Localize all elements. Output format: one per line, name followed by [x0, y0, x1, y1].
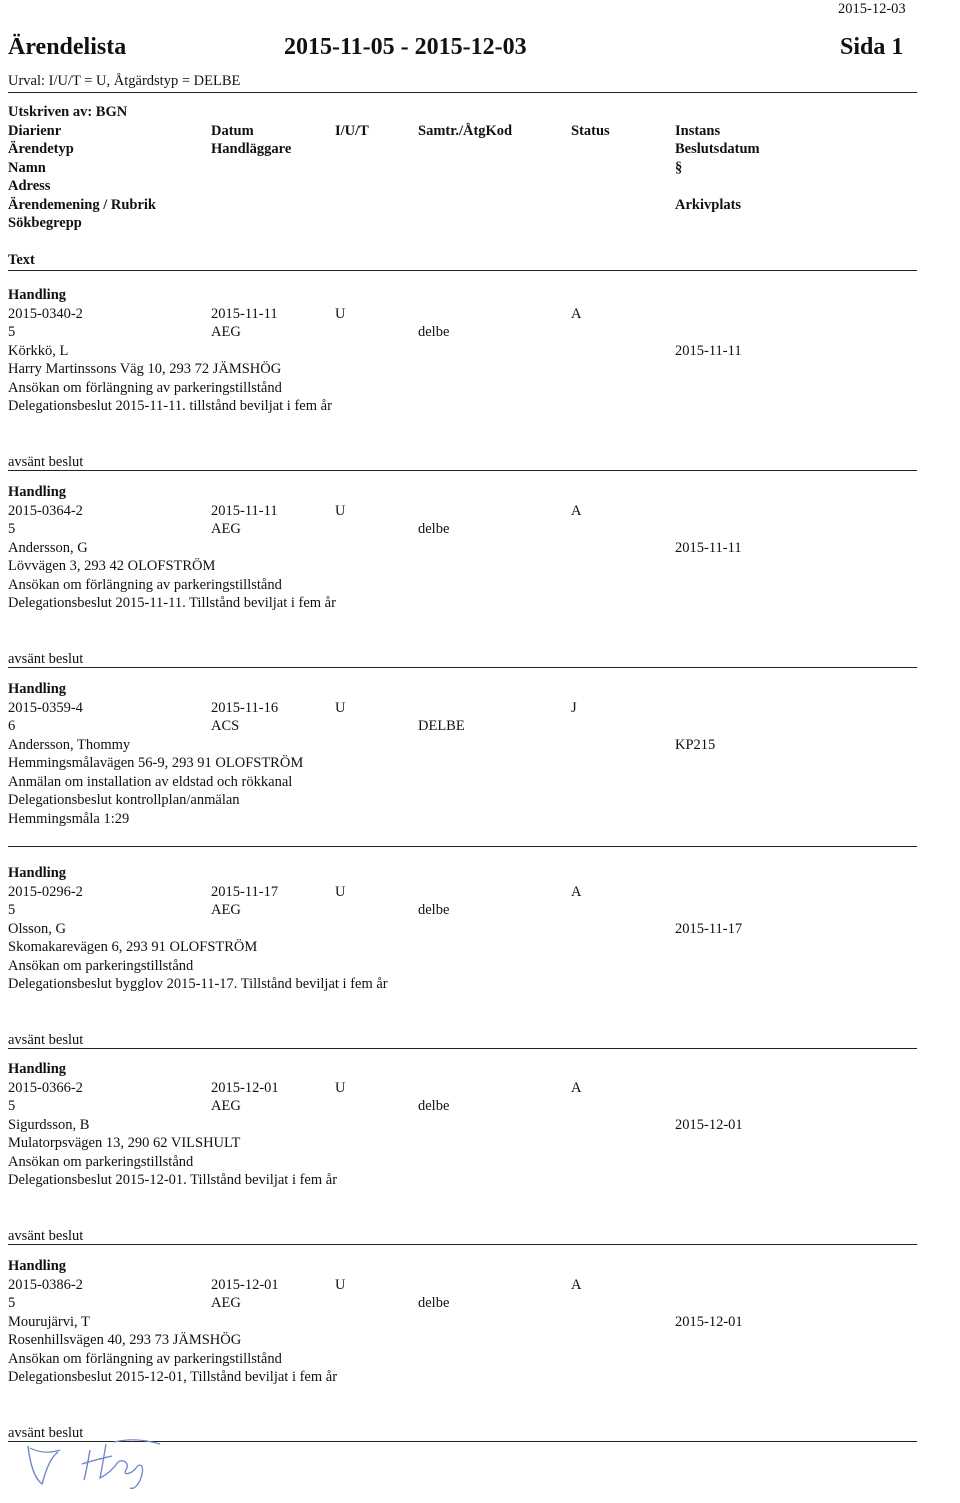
record-datum: 2015-11-11: [211, 503, 278, 519]
record-arendetyp: 5: [8, 1295, 16, 1311]
record-namn: Andersson, Thommy: [8, 737, 131, 753]
record-divider: [8, 470, 917, 471]
record-samtr: delbe: [418, 902, 450, 918]
record-beslutsdatum: KP215: [675, 737, 716, 753]
record-rubrik: Ansökan om förlängning av parkeringstillstånd: [8, 1351, 282, 1367]
record-footer-text: avsänt beslut: [8, 651, 84, 667]
legend-handlaggare: Handläggare: [211, 141, 292, 157]
record-divider: [8, 667, 917, 668]
record-samtr: DELBE: [418, 718, 465, 734]
legend-instans: Instans: [675, 123, 721, 139]
record-status: A: [571, 306, 582, 322]
record-footer-text: avsänt beslut: [8, 1425, 84, 1441]
legend-paragraph: §: [675, 160, 683, 176]
record-rubrik: Ansökan om förlängning av parkeringstillstånd: [8, 577, 282, 593]
record-adress: Skomakarevägen 6, 293 91 OLOFSTRÖM: [8, 939, 258, 955]
record-arendetyp: 5: [8, 521, 16, 537]
record-adress: Hemmingsmålavägen 56-9, 293 91 OLOFSTRÖM: [8, 755, 304, 771]
record-namn: Andersson, G: [8, 540, 88, 556]
record-adress: Harry Martinssons Väg 10, 293 72 JÄMSHÖG: [8, 361, 282, 377]
legend-arendemening: Ärendemening / Rubrik: [8, 197, 156, 213]
record-namn: Olsson, G: [8, 921, 67, 937]
record: [0, 680, 960, 830]
record-iut: U: [335, 700, 346, 716]
record-divider: [8, 1244, 917, 1245]
record: [0, 1257, 960, 1407]
page-title: Ärendelista: [8, 34, 127, 60]
selection-criteria: Urval: I/U/T = U, Åtgärdstyp = DELBE: [8, 73, 241, 89]
record-datum: 2015-12-01: [211, 1080, 279, 1096]
record-handlaggare: AEG: [211, 324, 241, 340]
record-datum: 2015-11-11: [211, 306, 278, 322]
record-adress: Lövvägen 3, 293 42 OLOFSTRÖM: [8, 558, 216, 574]
record-beslut: Delegationsbeslut 2015-11-11. tillstånd beviljat i fem år: [8, 398, 332, 414]
record-iut: U: [335, 884, 346, 900]
record-namn: Mourujärvi, T: [8, 1314, 90, 1330]
record-diarienr: 2015-0296-2: [8, 884, 83, 900]
record-handlaggare: AEG: [211, 521, 241, 537]
record-heading: Handling: [8, 1061, 67, 1077]
record-handlaggare: AEG: [211, 1295, 241, 1311]
record-samtr: delbe: [418, 521, 450, 537]
record-status: A: [571, 1080, 582, 1096]
printed-by: Utskriven av: BGN: [8, 104, 128, 120]
header-divider: [8, 92, 917, 93]
record-footer-text: avsänt beslut: [8, 1228, 84, 1244]
record-beslut: Delegationsbeslut 2015-11-11. Tillstånd beviljat i fem år: [8, 595, 336, 611]
record-beslutsdatum: 2015-11-11: [675, 343, 742, 359]
record-handlaggare: ACS: [211, 718, 240, 734]
record: [0, 483, 960, 633]
date-range: 2015-11-05 - 2015-12-03: [284, 34, 527, 60]
record-heading: Handling: [8, 287, 67, 303]
record-diarienr: 2015-0364-2: [8, 503, 83, 519]
record-divider: [8, 846, 917, 847]
print-date: 2015-12-03: [838, 1, 906, 17]
handwritten-signature: [20, 1418, 180, 1498]
legend-text: Text: [8, 252, 35, 268]
record-diarienr: 2015-0386-2: [8, 1277, 83, 1293]
record-beslutsdatum: 2015-11-11: [675, 540, 742, 556]
record-rubrik: Anmälan om installation av eldstad och rökkanal: [8, 774, 293, 790]
record: [0, 864, 960, 1014]
record-samtr: delbe: [418, 324, 450, 340]
record-heading: Handling: [8, 1258, 67, 1274]
legend-status: Status: [571, 123, 610, 139]
record-arendetyp: 5: [8, 324, 16, 340]
record-divider: [8, 1048, 917, 1049]
record-adress: Rosenhillsvägen 40, 293 73 JÄMSHÖG: [8, 1332, 242, 1348]
record-diarienr: 2015-0359-4: [8, 700, 83, 716]
legend-adress: Adress: [8, 178, 51, 194]
record-handlaggare: AEG: [211, 902, 241, 918]
record-heading: Handling: [8, 484, 67, 500]
record-samtr: delbe: [418, 1098, 450, 1114]
record-handlaggare: AEG: [211, 1098, 241, 1114]
record-datum: 2015-11-16: [211, 700, 279, 716]
record-heading: Handling: [8, 865, 67, 881]
record-extra: Hemmingsmåla 1:29: [8, 811, 130, 827]
legend-iut: I/U/T: [335, 123, 369, 139]
legend-arkivplats: Arkivplats: [675, 197, 742, 213]
legend-beslutsdatum: Beslutsdatum: [675, 141, 760, 157]
record-rubrik: Ansökan om förlängning av parkeringstillstånd: [8, 380, 282, 396]
record-datum: 2015-12-01: [211, 1277, 279, 1293]
record-heading: Handling: [8, 681, 67, 697]
record-beslut: Delegationsbeslut 2015-12-01, Tillstånd beviljat i fem år: [8, 1369, 338, 1385]
record-iut: U: [335, 503, 346, 519]
record: [0, 1060, 960, 1210]
record-arendetyp: 6: [8, 718, 16, 734]
legend-namn: Namn: [8, 160, 46, 176]
record-rubrik: Ansökan om parkeringstillstånd: [8, 958, 194, 974]
record-footer-text: avsänt beslut: [8, 454, 84, 470]
legend-sokbegrepp: Sökbegrepp: [8, 215, 82, 231]
page-number: Sida 1: [840, 34, 904, 60]
record-rubrik: Ansökan om parkeringstillstånd: [8, 1154, 194, 1170]
record-beslut: Delegationsbeslut 2015-12-01. Tillstånd beviljat i fem år: [8, 1172, 338, 1188]
record-iut: U: [335, 1277, 346, 1293]
record-diarienr: 2015-0366-2: [8, 1080, 83, 1096]
legend-divider: [8, 270, 917, 271]
record-status: J: [571, 700, 577, 716]
legend-arendetyp: Ärendetyp: [8, 141, 74, 157]
record-iut: U: [335, 306, 346, 322]
record-beslut: Delegationsbeslut bygglov 2015-11-17. Tillstånd beviljat i fem år: [8, 976, 388, 992]
record-status: A: [571, 1277, 582, 1293]
record-beslutsdatum: 2015-11-17: [675, 921, 743, 937]
record-status: A: [571, 884, 582, 900]
legend-datum: Datum: [211, 123, 254, 139]
record-diarienr: 2015-0340-2: [8, 306, 83, 322]
record-iut: U: [335, 1080, 346, 1096]
legend-samtr: Samtr./ÅtgKod: [418, 123, 513, 139]
legend-diarienr: Diarienr: [8, 123, 62, 139]
record-samtr: delbe: [418, 1295, 450, 1311]
record-beslutsdatum: 2015-12-01: [675, 1117, 743, 1133]
record-adress: Mulatorpsvägen 13, 290 62 VILSHULT: [8, 1135, 241, 1151]
record-beslut: Delegationsbeslut kontrollplan/anmälan: [8, 792, 240, 808]
record-arendetyp: 5: [8, 1098, 16, 1114]
record-datum: 2015-11-17: [211, 884, 279, 900]
record-beslutsdatum: 2015-12-01: [675, 1314, 743, 1330]
record-arendetyp: 5: [8, 902, 16, 918]
record-namn: Sigurdsson, B: [8, 1117, 90, 1133]
record: [0, 286, 960, 436]
record-status: A: [571, 503, 582, 519]
record-footer-text: avsänt beslut: [8, 1032, 84, 1048]
record-namn: Körkkö, L: [8, 343, 69, 359]
